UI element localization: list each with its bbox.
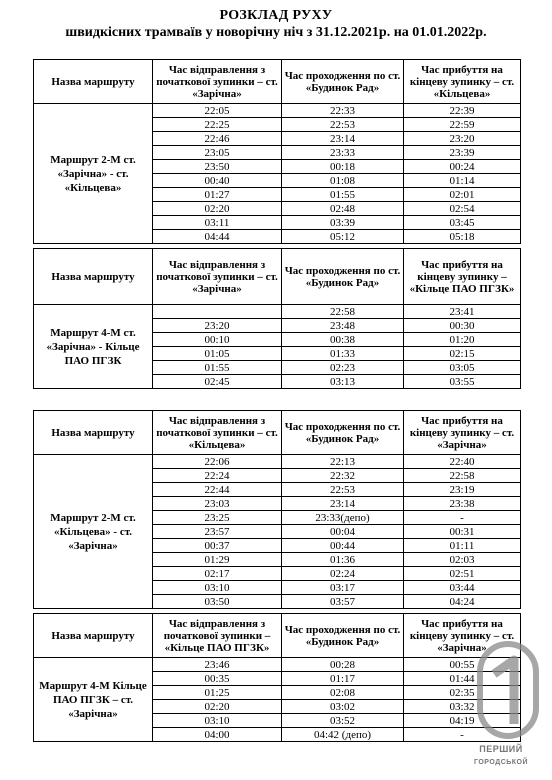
passing-time: 03:02 [282, 700, 404, 714]
departure-time: 00:40 [153, 174, 282, 188]
arrival-time: 05:18 [404, 230, 521, 244]
watermark-line2: ГОРОДСЬКОЙ [473, 759, 529, 766]
header-row [34, 614, 521, 658]
header-passing: Час проходження по ст. «Будинок Рад» [282, 249, 404, 305]
arrival-time: 01:14 [404, 174, 521, 188]
arrival-time: 01:20 [404, 333, 521, 347]
group-route-2m-inbound [34, 411, 521, 609]
passing-time: 22:58 [282, 305, 404, 319]
departure-time: 23:50 [153, 160, 282, 174]
arrival-time: 02:35 [404, 686, 521, 700]
arrival-time: 02:15 [404, 347, 521, 361]
departure-time: 01:05 [153, 347, 282, 361]
passing-time: 01:17 [282, 672, 404, 686]
passing-time: 03:39 [282, 216, 404, 230]
departure-time: 23:25 [153, 511, 282, 525]
arrival-time: - [404, 511, 521, 525]
arrival-time: 03:55 [404, 375, 521, 389]
departure-time [153, 305, 282, 319]
header-passing: Час проходження по ст. «Будинок Рад» [282, 60, 404, 104]
passing-time: 01:08 [282, 174, 404, 188]
departure-time: 00:37 [153, 539, 282, 553]
header-arrival: Час прибуття на кінцеву зупинку – ст. «Зарічна» [404, 614, 521, 658]
departure-time: 23:20 [153, 319, 282, 333]
header-row [34, 249, 521, 305]
header-arrival: Час прибуття на кінцеву зупинку – ст. «Кільцева» [404, 60, 521, 104]
departure-time: 02:45 [153, 375, 282, 389]
arrival-time: 22:39 [404, 104, 521, 118]
header-departure: Час відправлення з початкової зупинки – ст. «Кільцева» [153, 411, 282, 455]
passing-time: 00:28 [282, 658, 404, 672]
arrival-time: - [404, 728, 521, 742]
departure-time: 22:44 [153, 483, 282, 497]
departure-time: 00:35 [153, 672, 282, 686]
route-name-cell: Маршрут 4-М Кільце ПАО ПГЗК – ст. «Зарічна» [34, 658, 153, 742]
passing-time: 01:36 [282, 553, 404, 567]
arrival-time: 03:05 [404, 361, 521, 375]
group-route-4m-outbound [34, 249, 521, 389]
departure-time: 03:10 [153, 714, 282, 728]
passing-time: 02:08 [282, 686, 404, 700]
departure-time: 22:46 [153, 132, 282, 146]
header-passing: Час проходження по ст. «Будинок Рад» [282, 411, 404, 455]
arrival-time: 01:11 [404, 539, 521, 553]
passing-time: 03:57 [282, 595, 404, 609]
departure-time: 03:50 [153, 595, 282, 609]
passing-time: 00:04 [282, 525, 404, 539]
arrival-time: 04:24 [404, 595, 521, 609]
header-route-name: Назва маршруту [34, 411, 153, 455]
departure-time: 02:20 [153, 700, 282, 714]
passing-time: 03:13 [282, 375, 404, 389]
passing-time: 23:33 [282, 146, 404, 160]
arrival-time: 04:19 [404, 714, 521, 728]
arrival-time: 03:32 [404, 700, 521, 714]
passing-time: 00:18 [282, 160, 404, 174]
arrival-time: 02:51 [404, 567, 521, 581]
departure-time: 01:25 [153, 686, 282, 700]
departure-time: 02:17 [153, 567, 282, 581]
passing-time: 04:42 (депо) [282, 728, 404, 742]
passing-time: 00:44 [282, 539, 404, 553]
passing-time: 23:48 [282, 319, 404, 333]
header-departure: Час відправлення з початкової зупинки – ст. «Зарічна» [153, 249, 282, 305]
schedule-table-outbound [33, 59, 521, 389]
departure-time: 22:06 [153, 455, 282, 469]
header-departure: Час відправлення з початкової зупинки – ст. «Зарічна» [153, 60, 282, 104]
document-title: РОЗКЛАД РУХУ [219, 8, 333, 23]
header-departure: Час відправлення з початкової зупинки – «Кільце ПАО ПГЗК» [153, 614, 282, 658]
schedule-table-inbound [33, 410, 521, 742]
departure-time: 23:03 [153, 497, 282, 511]
arrival-time: 02:01 [404, 188, 521, 202]
passing-time: 01:33 [282, 347, 404, 361]
header-row [34, 60, 521, 104]
table-row [34, 305, 521, 319]
passing-time: 05:12 [282, 230, 404, 244]
departure-time: 23:57 [153, 525, 282, 539]
header-route-name: Назва маршруту [34, 60, 153, 104]
header-arrival: Час прибуття на кінцеву зупинку – «Кільце ПАО ПГЗК» [404, 249, 521, 305]
passing-time: 22:33 [282, 104, 404, 118]
passing-time: 03:17 [282, 581, 404, 595]
passing-time: 23:14 [282, 497, 404, 511]
group-route-2m-outbound [34, 60, 521, 244]
arrival-time: 00:24 [404, 160, 521, 174]
arrival-time: 23:41 [404, 305, 521, 319]
table-row [34, 104, 521, 118]
arrival-time: 00:31 [404, 525, 521, 539]
arrival-time: 23:38 [404, 497, 521, 511]
header-route-name: Назва маршруту [34, 249, 153, 305]
passing-time: 00:38 [282, 333, 404, 347]
arrival-time: 22:40 [404, 455, 521, 469]
departure-time: 23:46 [153, 658, 282, 672]
table-row [34, 455, 521, 469]
departure-time: 01:27 [153, 188, 282, 202]
passing-time: 02:23 [282, 361, 404, 375]
document-subtitle: швидкісних трамваїв у новорічну ніч з 31.12.2021р. на 01.01.2022р. [65, 25, 487, 40]
passing-time: 01:55 [282, 188, 404, 202]
departure-time: 00:10 [153, 333, 282, 347]
arrival-time: 02:03 [404, 553, 521, 567]
departure-time: 22:24 [153, 469, 282, 483]
arrival-time: 23:20 [404, 132, 521, 146]
arrival-time: 03:44 [404, 581, 521, 595]
header-passing: Час проходження по ст. «Будинок Рад» [282, 614, 404, 658]
departure-time: 02:20 [153, 202, 282, 216]
arrival-time: 23:19 [404, 483, 521, 497]
departure-time: 04:00 [153, 728, 282, 742]
arrival-time: 00:30 [404, 319, 521, 333]
passing-time: 22:32 [282, 469, 404, 483]
departure-time: 23:05 [153, 146, 282, 160]
arrival-time: 03:45 [404, 216, 521, 230]
departure-time: 04:44 [153, 230, 282, 244]
passing-time: 22:53 [282, 483, 404, 497]
arrival-time: 22:58 [404, 469, 521, 483]
passing-time: 23:14 [282, 132, 404, 146]
header-row [34, 411, 521, 455]
arrival-time: 22:59 [404, 118, 521, 132]
watermark-line1: ПЕРШИЙ [479, 744, 523, 754]
passing-time: 02:48 [282, 202, 404, 216]
departure-time: 01:29 [153, 553, 282, 567]
arrival-time: 00:55 [404, 658, 521, 672]
arrival-time: 23:39 [404, 146, 521, 160]
passing-time: 22:13 [282, 455, 404, 469]
passing-time: 03:52 [282, 714, 404, 728]
departure-time: 01:55 [153, 361, 282, 375]
departure-time: 22:05 [153, 104, 282, 118]
departure-time: 03:10 [153, 581, 282, 595]
group-route-4m-inbound [34, 614, 521, 742]
header-route-name: Назва маршруту [34, 614, 153, 658]
passing-time: 02:24 [282, 567, 404, 581]
passing-time: 22:53 [282, 118, 404, 132]
route-name-cell: Маршрут 2-М ст. «Кільцева» - ст. «Зарічна» [34, 455, 153, 609]
arrival-time: 01:44 [404, 672, 521, 686]
departure-time: 03:11 [153, 216, 282, 230]
route-name-cell: Маршрут 2-М ст. «Зарічна» - ст. «Кільцева» [34, 104, 153, 244]
route-name-cell: Маршрут 4-М ст. «Зарічна» - Кільце ПАО ПГЗК [34, 305, 153, 389]
table-row [34, 658, 521, 672]
passing-time: 23:33(депо) [282, 511, 404, 525]
departure-time: 22:25 [153, 118, 282, 132]
header-arrival: Час прибуття на кінцеву зупинку – ст. «Зарічна» [404, 411, 521, 455]
arrival-time: 02:54 [404, 202, 521, 216]
